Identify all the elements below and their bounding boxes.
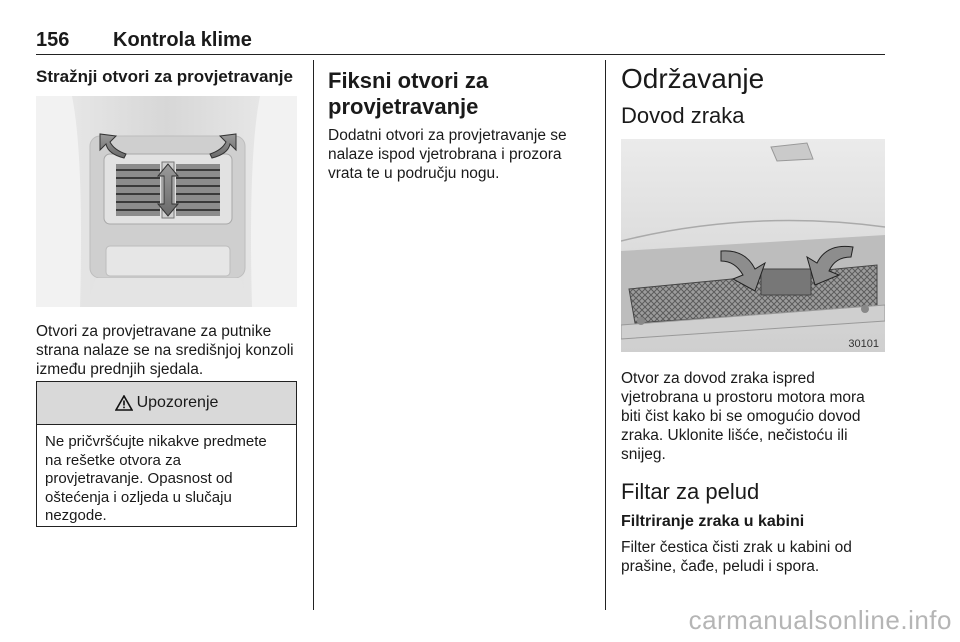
text-line: biti čist kako bi se omogućio dovod	[621, 408, 861, 425]
cabin-filter-subheading: Filtriranje zraka u kabini	[621, 513, 805, 530]
chapter-title: Kontrola klime	[113, 29, 252, 51]
text-line: nezgode.	[45, 507, 107, 524]
text-line: prašine, čađe, peludi i spora.	[621, 558, 820, 575]
page-header	[36, 28, 885, 55]
text-line: snijeg.	[621, 446, 666, 463]
warning-triangle-icon	[115, 395, 133, 411]
column-1	[36, 67, 306, 87]
fixed-vents-text	[328, 126, 596, 183]
column-divider-2	[605, 60, 606, 610]
text-line: Otvori za provjetravane za putnike	[36, 323, 272, 340]
warning-body	[37, 425, 296, 534]
text-line: oštećenja i ozljeda u slučaju	[45, 488, 232, 506]
warning-title: Upozorenje	[136, 394, 219, 411]
rear-vents-figure	[36, 96, 297, 307]
text-line: strana nalaze se na središnjoj konzoli	[36, 342, 294, 359]
air-intake-heading: Dovod zraka	[621, 103, 745, 128]
rear-vents-illustration	[36, 96, 297, 307]
air-intake-text	[621, 369, 886, 464]
warning-box	[36, 381, 297, 527]
air-intake-illustration	[621, 139, 885, 352]
site-watermark: carmanualsonline.info	[688, 605, 952, 635]
text-line: vjetrobrana u prostoru motora mora	[621, 389, 865, 406]
rear-vents-heading: Stražnji otvori za provjetravanje	[36, 67, 293, 86]
text-line: provjetravanje. Opasnost od	[45, 470, 233, 487]
text-line: Otvor za dovod zraka ispred	[621, 370, 815, 387]
text-line: na rešetke otvora za	[45, 451, 181, 469]
pollen-filter-section	[621, 479, 886, 576]
heading-line: provjetravanje	[328, 94, 479, 119]
text-line: Dodatni otvori za provjetravanje se	[328, 127, 567, 144]
column-3	[621, 63, 886, 129]
fixed-vents-heading	[328, 68, 596, 120]
pollen-filter-text	[621, 538, 886, 576]
text-line: između prednjih sjedala.	[36, 361, 204, 378]
maintenance-heading: Održavanje	[621, 63, 765, 94]
text-line: vrata te u području nogu.	[328, 165, 500, 182]
figure-code: 30101	[848, 338, 879, 350]
text-line: nalaze ispod vjetrobrana i prozora	[328, 146, 562, 163]
column-divider-1	[313, 60, 314, 610]
rear-vents-text	[36, 322, 306, 379]
pollen-filter-heading: Filtar za pelud	[621, 479, 760, 504]
text-line: Filter čestica čisti zrak u kabini od	[621, 539, 852, 556]
air-intake-figure	[621, 139, 885, 352]
text-line: Ne pričvršćujte nikakve predmete	[45, 433, 267, 450]
page-number: 156	[36, 29, 70, 51]
column-2	[328, 68, 596, 183]
text-line: zraka. Uklonite lišće, nečistoću ili	[621, 427, 848, 444]
warning-header	[37, 382, 296, 425]
heading-line: Fiksni otvori za	[328, 68, 489, 93]
